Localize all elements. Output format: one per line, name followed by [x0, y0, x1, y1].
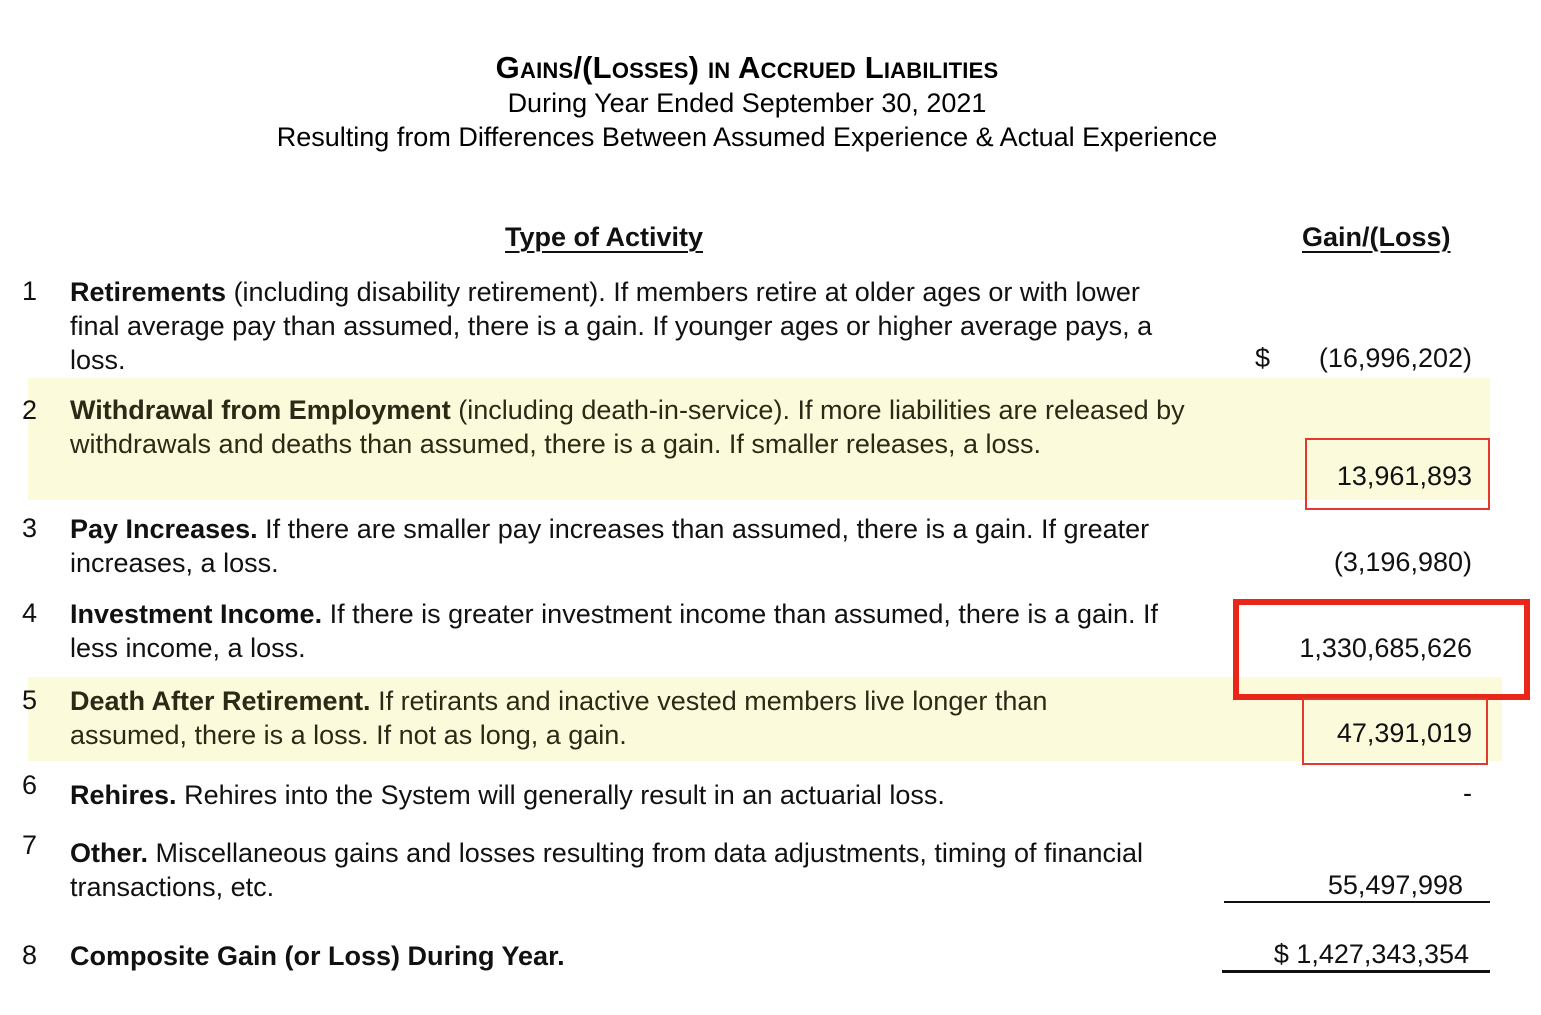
annotation-box-investment-income-amount [1233, 599, 1530, 700]
row-amount: (3,196,980) [1333, 547, 1472, 577]
row-text: (including disability retirement). If members retire at older ages or with lower final average pay than assumed, there is a gain. If younger ages or higher average pays, a loss. [70, 277, 1153, 375]
row-label: Composite Gain (or Loss) During Year. [70, 941, 565, 971]
column-header-gain-loss: Gain/(Loss) [1302, 222, 1451, 252]
row-number: 1 [22, 276, 38, 306]
row-description [70, 939, 1210, 973]
row-amount: 47,391,019 [1336, 718, 1472, 748]
row-description [70, 275, 1180, 377]
total-amount: $ 1,427,343,354 [1273, 939, 1469, 969]
annotation-box-death-after-retirement-amount [1302, 698, 1488, 765]
row-number: 3 [22, 513, 38, 543]
row-text: Miscellaneous gains and losses resulting from data adjustments, timing of financial transactions, etc. [70, 838, 1144, 902]
row-label: Other. [70, 838, 149, 868]
row-label: Retirements [70, 277, 227, 307]
row-number: 6 [22, 770, 38, 800]
row-description [70, 778, 1210, 812]
currency-symbol: $ [1255, 343, 1271, 373]
report-title: Gains/(Losses) in Accrued Liabilities [495, 50, 999, 85]
annotation-box-withdrawal-amount [1305, 438, 1490, 510]
row-text: (including death-in-service). If more liabilities are released by withdrawals and deaths than assumed, there is a gain. If smaller releases, a loss. [70, 395, 1185, 459]
row-label: Pay Increases. [70, 514, 258, 544]
row-description [70, 597, 1180, 665]
row-amount: - [1463, 778, 1472, 808]
row-amount: 13,961,893 [1336, 461, 1472, 491]
row-label: Rehires. [70, 780, 177, 810]
total-rule [1222, 970, 1490, 973]
row-amount: 1,330,685,626 [1299, 633, 1472, 663]
row-description [70, 684, 1160, 752]
row-text: If there are smaller pay increases than assumed, there is a gain. If greater increases, a loss. [70, 514, 1150, 578]
row-description [70, 512, 1180, 580]
row-amount: (16,996,202) [1318, 343, 1472, 373]
row-number: 2 [22, 395, 38, 425]
row-label: Withdrawal from Employment [70, 395, 451, 425]
row-description [70, 393, 1220, 461]
row-text: Rehires into the System will generally result in an actuarial loss. [176, 780, 945, 810]
subtotal-rule [1224, 901, 1490, 903]
row-label: Death After Retirement. [70, 686, 371, 716]
row-text: If retirants and inactive vested members live longer than assumed, there is a loss. If not as long, a gain. [70, 686, 1048, 750]
report-subtitle-period: During Year Ended September 30, 2021 [507, 88, 987, 118]
row-number: 5 [22, 685, 38, 715]
column-header-activity: Type of Activity [505, 222, 704, 252]
row-description [70, 836, 1150, 904]
row-number: 7 [22, 830, 38, 860]
row-text: If there is greater investment income than assumed, there is a gain. If less income, a loss. [70, 599, 1158, 663]
row-number: 8 [22, 940, 38, 970]
row-number: 4 [22, 598, 38, 628]
row-amount: 55,497,998 [1327, 870, 1463, 900]
row-label: Investment Income. [70, 599, 323, 629]
report-subtitle-description: Resulting from Differences Between Assumed Experience & Actual Experience [276, 122, 1218, 152]
